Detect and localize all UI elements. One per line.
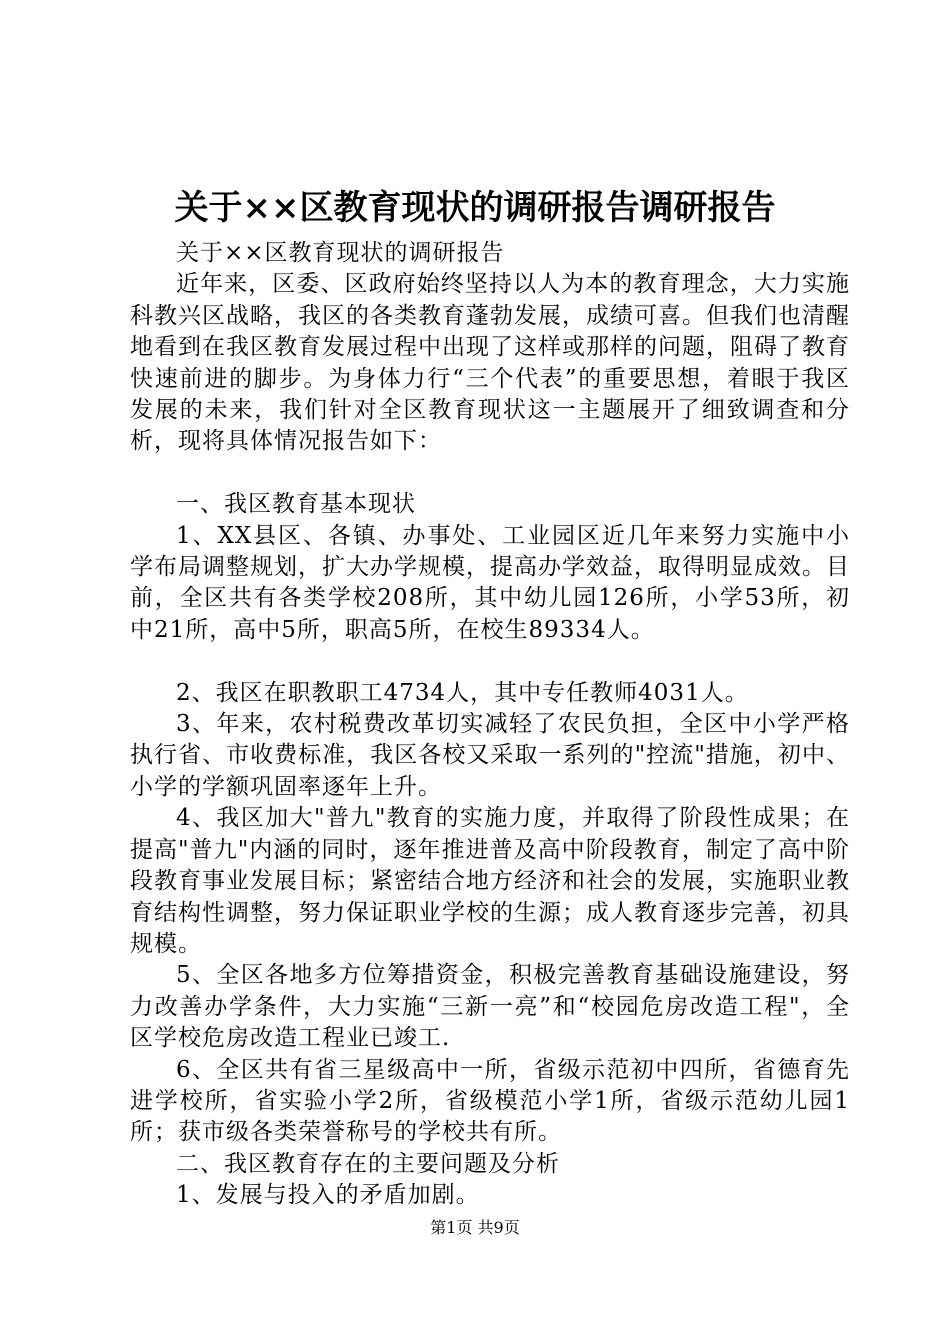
item-1-paragraph: 1、XX县区、各镇、办事处、工业园区近几年来努力实施中小学布局调整规划，扩大办学规模，提高办学效益，取得明显成效。目前，全区共有各类学校208所，其中幼儿园126所，小学53所，初中21所，高中5所，职高5所，在校生89334人。 [130,522,850,643]
section-heading-2: 二、我区教育存在的主要问题及分析 [176,1150,560,1177]
item-5-paragraph: 5、全区各地多方位筹措资金，积极完善教育基础设施建设，努力改善办学条件，大力实施“三新一亮”和“校园危房改造工程"，全区学校危房改造工程业已竣工. [130,962,850,1052]
item-2-paragraph: 2、我区在职教职工4734人，其中专任教师4031人。 [176,679,749,706]
item-6-paragraph: 6、全区共有省三星级高中一所，省级示范初中四所，省德育先进学校所，省实验小学2所，省级模范小学1所，省级示范幼儿园1所；获市级各类荣誉称号的学校共有所。 [130,1056,850,1146]
report-subtitle: 关于××区教育现状的调研报告 [176,240,505,266]
item-3-paragraph: 3、年来，农村税费改革切实减轻了农民负担，全区中小学严格执行省、市收费标准，我区各校又采取一系列的"控流"措施，初中、小学的学额巩固率逐年上升。 [130,711,850,800]
paragraph-gap [130,646,850,677]
paragraph-gap [130,458,850,489]
problem-1-paragraph: 1、发展与投入的矛盾加剧。 [176,1182,480,1209]
item-4-paragraph: 4、我区加大"普九"教育的实施力度，并取得了阶段性成果；在提高"普九"内涵的同时，逐年推进普及高中阶段教育，制定了高中阶段教育事业发展目标；紧密结合地方经济和社会的发展，实施职业教育结构性调整，努力保证职业学校的生源；成人教育逐步完善，初具规模。 [130,805,850,957]
document-body [130,238,850,1212]
document-title: 关于××区教育现状的调研报告调研报告 [174,188,776,228]
section-heading-1: 一、我区教育基本现状 [176,491,416,518]
intro-paragraph: 近年来，区委、区政府始终坚持以人为本的教育理念，大力实施科教兴区战略，我区的各类教育蓬勃发展，成绩可喜。但我们也清醒地看到在我区教育发展过程中出现了这样或那样的问题，阻碍了教育快速前进的脚步。为身体力行“三个代表”的重要思想，着眼于我区发展的未来，我们针对全区教育现状这一主题展开了细致调查和分析，现将具体情况报告如下： [130,271,850,455]
page-number-footer: 第1页 共9页 [430,1218,520,1237]
